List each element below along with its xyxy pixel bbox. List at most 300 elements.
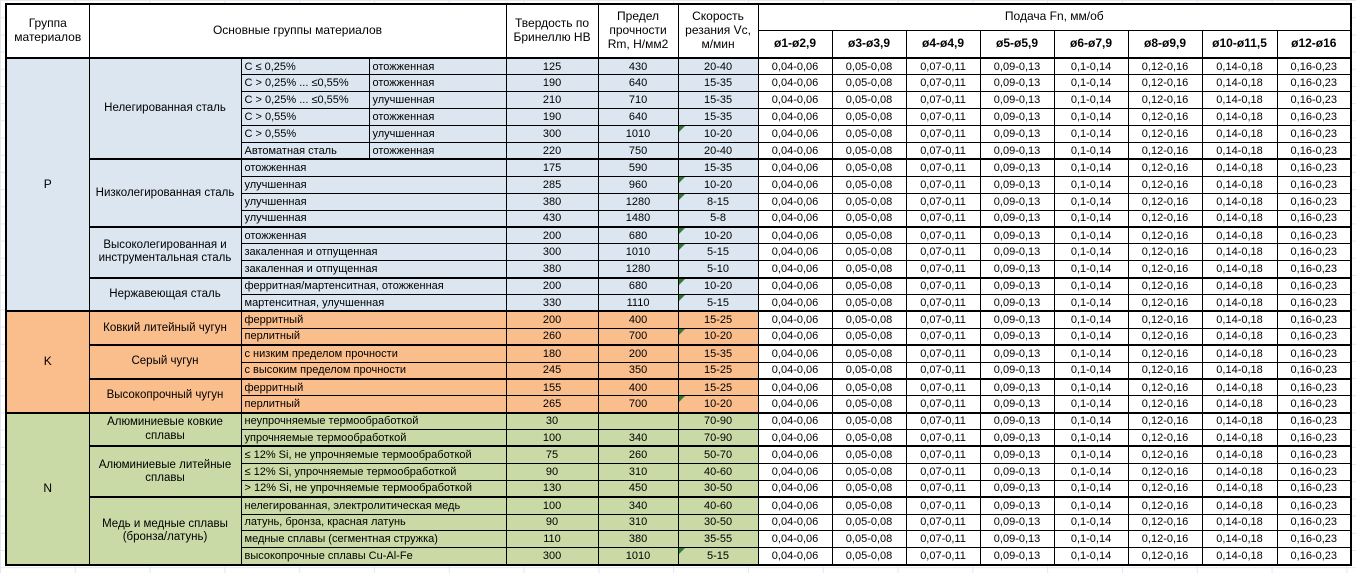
feed-value-cell[interactable]: 0,04-0,06 [758,261,832,278]
feed-value-cell[interactable]: 0,1-0,14 [1054,531,1128,548]
feed-value-cell[interactable]: 0,09-0,13 [980,379,1054,396]
header-cutting-speed[interactable]: Скорость резания Vc, м/мин [678,4,758,58]
feed-value-cell[interactable]: 0,14-0,18 [1202,531,1277,548]
feed-value-cell[interactable]: 0,12-0,16 [1128,480,1202,497]
material-spec-cell[interactable]: закаленная и отпущенная [241,261,506,278]
feed-value-cell[interactable]: 0,14-0,18 [1202,430,1277,447]
strength-cell[interactable]: 310 [598,463,678,480]
group-letter-cell[interactable]: N [6,413,89,565]
cutting-speed-cell[interactable]: 30-50 [678,480,758,497]
feed-value-cell[interactable]: 0,04-0,06 [758,430,832,447]
feed-value-cell[interactable]: 0,07-0,11 [906,531,980,548]
feed-value-cell[interactable]: 0,05-0,08 [832,430,906,447]
feed-value-cell[interactable]: 0,07-0,11 [906,193,980,210]
feed-value-cell[interactable]: 0,05-0,08 [832,531,906,548]
feed-value-cell[interactable]: 0,14-0,18 [1202,514,1277,531]
strength-cell[interactable]: 680 [598,227,678,244]
strength-cell[interactable]: 1480 [598,210,678,227]
feed-value-cell[interactable]: 0,14-0,18 [1202,480,1277,497]
feed-value-cell[interactable]: 0,05-0,08 [832,345,906,362]
feed-value-cell[interactable]: 0,04-0,06 [758,480,832,497]
material-spec-cell[interactable]: Автоматная сталь [241,142,369,159]
feed-value-cell[interactable]: 0,09-0,13 [980,176,1054,193]
material-spec-cell[interactable]: неупрочняемые термообработкой [241,413,506,430]
strength-cell[interactable]: 700 [598,396,678,413]
feed-value-cell[interactable]: 0,09-0,13 [980,142,1054,159]
feed-value-cell[interactable]: 0,16-0,23 [1277,244,1351,261]
hardness-cell[interactable]: 100 [506,430,598,447]
cutting-speed-cell[interactable]: 35-55 [678,531,758,548]
feed-value-cell[interactable]: 0,12-0,16 [1128,430,1202,447]
strength-cell[interactable]: 1010 [598,548,678,565]
cutting-speed-cell[interactable]: 10-20 [678,396,758,413]
strength-cell[interactable]: 450 [598,480,678,497]
subgroup-name-cell[interactable]: Ковкий литейный чугун [89,311,241,345]
feed-diameter-header[interactable]: ø12-ø16 [1277,30,1351,58]
feed-value-cell[interactable]: 0,09-0,13 [980,548,1054,565]
feed-value-cell[interactable]: 0,07-0,11 [906,58,980,75]
cutting-speed-cell[interactable]: 50-70 [678,446,758,463]
material-spec-cell[interactable]: с высоким пределом прочности [241,362,506,379]
feed-value-cell[interactable]: 0,05-0,08 [832,362,906,379]
cutting-speed-cell[interactable]: 15-35 [678,159,758,176]
feed-value-cell[interactable]: 0,05-0,08 [832,193,906,210]
material-spec-cell[interactable]: мартенситная, улучшенная [241,294,506,311]
feed-value-cell[interactable]: 0,14-0,18 [1202,159,1277,176]
material-spec-cell[interactable]: закаленная и отпущенная [241,244,506,261]
hardness-cell[interactable]: 175 [506,159,598,176]
cutting-speed-cell[interactable]: 15-35 [678,345,758,362]
feed-value-cell[interactable]: 0,07-0,11 [906,278,980,295]
feed-value-cell[interactable]: 0,04-0,06 [758,379,832,396]
feed-value-cell[interactable]: 0,05-0,08 [832,109,906,126]
strength-cell[interactable]: 590 [598,159,678,176]
cutting-speed-cell[interactable]: 15-35 [678,109,758,126]
hardness-cell[interactable]: 130 [506,480,598,497]
feed-value-cell[interactable]: 0,12-0,16 [1128,75,1202,92]
feed-value-cell[interactable]: 0,09-0,13 [980,514,1054,531]
feed-value-cell[interactable]: 0,1-0,14 [1054,75,1128,92]
subgroup-name-cell[interactable]: Алюминиевые ковкие сплавы [89,413,241,447]
feed-value-cell[interactable]: 0,12-0,16 [1128,176,1202,193]
feed-value-cell[interactable]: 0,14-0,18 [1202,176,1277,193]
feed-value-cell[interactable]: 0,07-0,11 [906,480,980,497]
cutting-speed-cell[interactable]: 5-8 [678,210,758,227]
material-spec-cell[interactable]: C ≤ 0,25% [241,58,369,75]
feed-value-cell[interactable]: 0,09-0,13 [980,497,1054,514]
feed-value-cell[interactable]: 0,12-0,16 [1128,58,1202,75]
feed-value-cell[interactable]: 0,1-0,14 [1054,193,1128,210]
feed-value-cell[interactable]: 0,16-0,23 [1277,379,1351,396]
feed-value-cell[interactable]: 0,16-0,23 [1277,210,1351,227]
hardness-cell[interactable]: 30 [506,413,598,430]
hardness-cell[interactable]: 200 [506,278,598,295]
strength-cell[interactable]: 430 [598,58,678,75]
header-material-group[interactable]: Группа материалов [6,4,89,58]
feed-value-cell[interactable]: 0,1-0,14 [1054,480,1128,497]
feed-value-cell[interactable]: 0,14-0,18 [1202,396,1277,413]
strength-cell[interactable]: 680 [598,278,678,295]
feed-value-cell[interactable]: 0,05-0,08 [832,294,906,311]
feed-value-cell[interactable]: 0,1-0,14 [1054,176,1128,193]
feed-value-cell[interactable]: 0,1-0,14 [1054,328,1128,345]
feed-value-cell[interactable]: 0,04-0,06 [758,514,832,531]
cutting-speed-cell[interactable]: 30-50 [678,514,758,531]
feed-value-cell[interactable]: 0,09-0,13 [980,430,1054,447]
feed-value-cell[interactable]: 0,12-0,16 [1128,193,1202,210]
subgroup-name-cell[interactable]: Нержавеющая сталь [89,278,241,312]
feed-value-cell[interactable]: 0,12-0,16 [1128,294,1202,311]
header-brinell-hardness[interactable]: Твердость по Бринеллю HB [506,4,598,58]
feed-value-cell[interactable]: 0,05-0,08 [832,328,906,345]
hardness-cell[interactable]: 200 [506,311,598,328]
feed-value-cell[interactable]: 0,12-0,16 [1128,548,1202,565]
material-state-cell[interactable]: отожженная [369,142,506,159]
strength-cell[interactable]: 400 [598,311,678,328]
feed-value-cell[interactable]: 0,16-0,23 [1277,480,1351,497]
subgroup-name-cell[interactable]: Медь и медные сплавы (бронза/латунь) [89,497,241,565]
feed-value-cell[interactable]: 0,07-0,11 [906,514,980,531]
hardness-cell[interactable]: 155 [506,379,598,396]
feed-value-cell[interactable]: 0,1-0,14 [1054,244,1128,261]
feed-value-cell[interactable]: 0,16-0,23 [1277,294,1351,311]
subgroup-name-cell[interactable]: Низколегированная сталь [89,159,241,227]
feed-value-cell[interactable]: 0,09-0,13 [980,278,1054,295]
feed-value-cell[interactable]: 0,16-0,23 [1277,463,1351,480]
feed-value-cell[interactable]: 0,1-0,14 [1054,278,1128,295]
feed-value-cell[interactable]: 0,14-0,18 [1202,379,1277,396]
feed-value-cell[interactable]: 0,09-0,13 [980,480,1054,497]
feed-value-cell[interactable]: 0,04-0,06 [758,345,832,362]
feed-value-cell[interactable]: 0,12-0,16 [1128,244,1202,261]
feed-value-cell[interactable]: 0,14-0,18 [1202,58,1277,75]
feed-value-cell[interactable]: 0,09-0,13 [980,328,1054,345]
feed-value-cell[interactable]: 0,04-0,06 [758,463,832,480]
feed-value-cell[interactable]: 0,1-0,14 [1054,92,1128,109]
feed-value-cell[interactable]: 0,1-0,14 [1054,497,1128,514]
feed-value-cell[interactable]: 0,12-0,16 [1128,446,1202,463]
material-spec-cell[interactable]: C > 0,25% ... ≤0,55% [241,75,369,92]
feed-value-cell[interactable]: 0,14-0,18 [1202,497,1277,514]
feed-value-cell[interactable]: 0,14-0,18 [1202,126,1277,143]
feed-value-cell[interactable]: 0,05-0,08 [832,396,906,413]
material-spec-cell[interactable]: ферритная/мартенситная, отожженная [241,278,506,295]
feed-value-cell[interactable]: 0,04-0,06 [758,210,832,227]
feed-value-cell[interactable]: 0,04-0,06 [758,311,832,328]
material-spec-cell[interactable]: C > 0,55% [241,109,369,126]
feed-value-cell[interactable]: 0,12-0,16 [1128,514,1202,531]
feed-value-cell[interactable]: 0,16-0,23 [1277,278,1351,295]
group-letter-cell[interactable]: K [6,311,89,412]
strength-cell[interactable]: 310 [598,514,678,531]
feed-value-cell[interactable]: 0,09-0,13 [980,126,1054,143]
feed-value-cell[interactable]: 0,12-0,16 [1128,109,1202,126]
feed-value-cell[interactable]: 0,16-0,23 [1277,261,1351,278]
feed-value-cell[interactable]: 0,04-0,06 [758,548,832,565]
feed-value-cell[interactable]: 0,04-0,06 [758,497,832,514]
feed-value-cell[interactable]: 0,09-0,13 [980,531,1054,548]
feed-value-cell[interactable]: 0,16-0,23 [1277,514,1351,531]
subgroup-name-cell[interactable]: Серый чугун [89,345,241,379]
feed-value-cell[interactable]: 0,05-0,08 [832,497,906,514]
feed-value-cell[interactable]: 0,09-0,13 [980,92,1054,109]
feed-value-cell[interactable]: 0,14-0,18 [1202,210,1277,227]
feed-value-cell[interactable]: 0,14-0,18 [1202,92,1277,109]
subgroup-name-cell[interactable]: Высокопрочный чугун [89,379,241,413]
feed-value-cell[interactable]: 0,14-0,18 [1202,548,1277,565]
feed-diameter-header[interactable]: ø4-ø4,9 [906,30,980,58]
material-spec-cell[interactable]: улучшенная [241,176,506,193]
material-spec-cell[interactable]: > 12% Si, не упрочняемые термообработкой [241,480,506,497]
cutting-speed-cell[interactable]: 10-20 [678,328,758,345]
strength-cell[interactable]: 1280 [598,261,678,278]
cutting-speed-cell[interactable]: 15-25 [678,362,758,379]
feed-value-cell[interactable]: 0,07-0,11 [906,311,980,328]
hardness-cell[interactable]: 330 [506,294,598,311]
feed-value-cell[interactable]: 0,07-0,11 [906,413,980,430]
feed-value-cell[interactable]: 0,1-0,14 [1054,379,1128,396]
feed-value-cell[interactable]: 0,16-0,23 [1277,548,1351,565]
feed-value-cell[interactable]: 0,16-0,23 [1277,413,1351,430]
feed-value-cell[interactable]: 0,07-0,11 [906,109,980,126]
cutting-speed-cell[interactable]: 10-20 [678,278,758,295]
feed-value-cell[interactable]: 0,12-0,16 [1128,328,1202,345]
strength-cell[interactable]: 960 [598,176,678,193]
feed-value-cell[interactable]: 0,16-0,23 [1277,328,1351,345]
feed-value-cell[interactable]: 0,05-0,08 [832,75,906,92]
feed-value-cell[interactable]: 0,09-0,13 [980,210,1054,227]
feed-value-cell[interactable]: 0,07-0,11 [906,396,980,413]
feed-value-cell[interactable]: 0,09-0,13 [980,345,1054,362]
feed-value-cell[interactable]: 0,09-0,13 [980,463,1054,480]
feed-value-cell[interactable]: 0,14-0,18 [1202,446,1277,463]
feed-value-cell[interactable]: 0,1-0,14 [1054,446,1128,463]
feed-value-cell[interactable]: 0,1-0,14 [1054,430,1128,447]
feed-value-cell[interactable]: 0,07-0,11 [906,446,980,463]
feed-value-cell[interactable]: 0,1-0,14 [1054,514,1128,531]
strength-cell[interactable]: 750 [598,142,678,159]
feed-value-cell[interactable]: 0,16-0,23 [1277,176,1351,193]
feed-value-cell[interactable]: 0,12-0,16 [1128,210,1202,227]
feed-value-cell[interactable]: 0,16-0,23 [1277,109,1351,126]
hardness-cell[interactable]: 430 [506,210,598,227]
feed-value-cell[interactable]: 0,12-0,16 [1128,463,1202,480]
feed-value-cell[interactable]: 0,16-0,23 [1277,159,1351,176]
feed-value-cell[interactable]: 0,09-0,13 [980,244,1054,261]
feed-value-cell[interactable]: 0,14-0,18 [1202,413,1277,430]
feed-value-cell[interactable]: 0,1-0,14 [1054,548,1128,565]
feed-value-cell[interactable]: 0,07-0,11 [906,430,980,447]
hardness-cell[interactable]: 100 [506,497,598,514]
cutting-speed-cell[interactable]: 70-90 [678,430,758,447]
cutting-speed-cell[interactable]: 70-90 [678,413,758,430]
feed-value-cell[interactable]: 0,16-0,23 [1277,396,1351,413]
feed-value-cell[interactable]: 0,14-0,18 [1202,463,1277,480]
hardness-cell[interactable]: 75 [506,446,598,463]
feed-value-cell[interactable]: 0,16-0,23 [1277,58,1351,75]
feed-value-cell[interactable]: 0,09-0,13 [980,227,1054,244]
material-spec-cell[interactable]: перлитный [241,396,506,413]
feed-value-cell[interactable]: 0,16-0,23 [1277,126,1351,143]
material-state-cell[interactable]: отожженная [369,109,506,126]
feed-value-cell[interactable]: 0,14-0,18 [1202,311,1277,328]
feed-value-cell[interactable]: 0,04-0,06 [758,531,832,548]
feed-value-cell[interactable]: 0,14-0,18 [1202,261,1277,278]
feed-value-cell[interactable]: 0,12-0,16 [1128,142,1202,159]
hardness-cell[interactable]: 265 [506,396,598,413]
material-spec-cell[interactable]: ≤ 12% Si, упрочняемые термообработкой [241,463,506,480]
feed-value-cell[interactable]: 0,05-0,08 [832,311,906,328]
feed-value-cell[interactable]: 0,04-0,06 [758,126,832,143]
feed-value-cell[interactable]: 0,14-0,18 [1202,278,1277,295]
material-spec-cell[interactable]: высокопрочные сплавы Cu-Al-Fe [241,548,506,565]
feed-diameter-header[interactable]: ø5-ø5,9 [980,30,1054,58]
feed-value-cell[interactable]: 0,05-0,08 [832,261,906,278]
feed-value-cell[interactable]: 0,14-0,18 [1202,75,1277,92]
cutting-speed-cell[interactable]: 5-15 [678,294,758,311]
feed-value-cell[interactable]: 0,16-0,23 [1277,362,1351,379]
feed-value-cell[interactable]: 0,12-0,16 [1128,497,1202,514]
feed-value-cell[interactable]: 0,1-0,14 [1054,463,1128,480]
feed-value-cell[interactable]: 0,05-0,08 [832,58,906,75]
feed-value-cell[interactable]: 0,14-0,18 [1202,193,1277,210]
feed-value-cell[interactable]: 0,04-0,06 [758,193,832,210]
feed-value-cell[interactable]: 0,04-0,06 [758,328,832,345]
feed-value-cell[interactable]: 0,07-0,11 [906,244,980,261]
hardness-cell[interactable]: 300 [506,548,598,565]
cutting-speed-cell[interactable]: 40-60 [678,463,758,480]
feed-value-cell[interactable]: 0,1-0,14 [1054,362,1128,379]
material-spec-cell[interactable]: упрочняемые термообработкой [241,430,506,447]
feed-value-cell[interactable]: 0,09-0,13 [980,193,1054,210]
feed-value-cell[interactable]: 0,04-0,06 [758,176,832,193]
feed-value-cell[interactable]: 0,07-0,11 [906,497,980,514]
cutting-speed-cell[interactable]: 5-15 [678,548,758,565]
feed-value-cell[interactable]: 0,12-0,16 [1128,261,1202,278]
feed-value-cell[interactable]: 0,07-0,11 [906,345,980,362]
feed-value-cell[interactable]: 0,12-0,16 [1128,362,1202,379]
feed-value-cell[interactable]: 0,07-0,11 [906,176,980,193]
hardness-cell[interactable]: 220 [506,142,598,159]
hardness-cell[interactable]: 90 [506,514,598,531]
feed-value-cell[interactable]: 0,1-0,14 [1054,58,1128,75]
feed-value-cell[interactable]: 0,1-0,14 [1054,261,1128,278]
feed-value-cell[interactable]: 0,14-0,18 [1202,142,1277,159]
feed-value-cell[interactable]: 0,09-0,13 [980,396,1054,413]
strength-cell[interactable]: 640 [598,75,678,92]
cutting-speed-cell[interactable]: 10-20 [678,126,758,143]
feed-value-cell[interactable]: 0,07-0,11 [906,379,980,396]
feed-diameter-header[interactable]: ø10-ø11,5 [1202,30,1277,58]
hardness-cell[interactable]: 125 [506,58,598,75]
strength-cell[interactable]: 380 [598,531,678,548]
feed-value-cell[interactable]: 0,07-0,11 [906,463,980,480]
feed-value-cell[interactable]: 0,07-0,11 [906,261,980,278]
feed-value-cell[interactable]: 0,07-0,11 [906,294,980,311]
feed-value-cell[interactable]: 0,05-0,08 [832,92,906,109]
feed-value-cell[interactable]: 0,1-0,14 [1054,345,1128,362]
subgroup-name-cell[interactable]: Алюминиевые литейные сплавы [89,446,241,497]
feed-value-cell[interactable]: 0,14-0,18 [1202,227,1277,244]
material-spec-cell[interactable]: ферритный [241,379,506,396]
header-tensile-strength[interactable]: Предел прочности Rm, Н/мм2 [598,4,678,58]
material-spec-cell[interactable]: нелегированная, электролитическая медь [241,497,506,514]
header-feed-title[interactable]: Подача Fn, мм/об [758,4,1351,30]
feed-value-cell[interactable]: 0,09-0,13 [980,446,1054,463]
material-spec-cell[interactable]: с низким пределом прочности [241,345,506,362]
strength-cell[interactable]: 400 [598,379,678,396]
material-spec-cell[interactable]: улучшенная [241,193,506,210]
feed-value-cell[interactable]: 0,14-0,18 [1202,362,1277,379]
feed-value-cell[interactable]: 0,07-0,11 [906,227,980,244]
feed-value-cell[interactable]: 0,16-0,23 [1277,345,1351,362]
feed-value-cell[interactable]: 0,04-0,06 [758,446,832,463]
feed-value-cell[interactable]: 0,04-0,06 [758,159,832,176]
feed-value-cell[interactable]: 0,12-0,16 [1128,413,1202,430]
feed-value-cell[interactable]: 0,14-0,18 [1202,244,1277,261]
strength-cell[interactable]: 710 [598,92,678,109]
feed-value-cell[interactable]: 0,16-0,23 [1277,193,1351,210]
cutting-speed-cell[interactable]: 15-35 [678,75,758,92]
feed-value-cell[interactable]: 0,09-0,13 [980,109,1054,126]
strength-cell[interactable]: 340 [598,497,678,514]
feed-value-cell[interactable]: 0,16-0,23 [1277,227,1351,244]
hardness-cell[interactable]: 210 [506,92,598,109]
feed-value-cell[interactable]: 0,09-0,13 [980,311,1054,328]
feed-value-cell[interactable]: 0,04-0,06 [758,227,832,244]
material-spec-cell[interactable]: C > 0,55% [241,126,369,143]
feed-value-cell[interactable]: 0,05-0,08 [832,227,906,244]
hardness-cell[interactable]: 300 [506,126,598,143]
feed-value-cell[interactable]: 0,07-0,11 [906,362,980,379]
feed-diameter-header[interactable]: ø8-ø9,9 [1128,30,1202,58]
feed-value-cell[interactable]: 0,12-0,16 [1128,126,1202,143]
feed-value-cell[interactable]: 0,05-0,08 [832,142,906,159]
feed-value-cell[interactable]: 0,05-0,08 [832,548,906,565]
feed-value-cell[interactable]: 0,09-0,13 [980,75,1054,92]
feed-value-cell[interactable]: 0,05-0,08 [832,413,906,430]
cutting-speed-cell[interactable]: 15-25 [678,311,758,328]
feed-diameter-header[interactable]: ø1-ø2,9 [758,30,832,58]
feed-value-cell[interactable]: 0,16-0,23 [1277,92,1351,109]
hardness-cell[interactable]: 285 [506,176,598,193]
feed-value-cell[interactable]: 0,14-0,18 [1202,328,1277,345]
feed-diameter-header[interactable]: ø6-ø7,9 [1054,30,1128,58]
feed-value-cell[interactable]: 0,04-0,06 [758,142,832,159]
feed-value-cell[interactable]: 0,16-0,23 [1277,497,1351,514]
material-spec-cell[interactable]: ферритный [241,311,506,328]
feed-value-cell[interactable]: 0,04-0,06 [758,109,832,126]
strength-cell[interactable]: 1110 [598,294,678,311]
strength-cell[interactable]: 640 [598,109,678,126]
feed-value-cell[interactable]: 0,12-0,16 [1128,531,1202,548]
feed-value-cell[interactable]: 0,16-0,23 [1277,142,1351,159]
feed-value-cell[interactable]: 0,16-0,23 [1277,311,1351,328]
hardness-cell[interactable]: 190 [506,75,598,92]
hardness-cell[interactable]: 245 [506,362,598,379]
feed-value-cell[interactable]: 0,05-0,08 [832,514,906,531]
strength-cell[interactable]: 200 [598,345,678,362]
feed-value-cell[interactable]: 0,04-0,06 [758,294,832,311]
cutting-speed-cell[interactable]: 20-40 [678,142,758,159]
cutting-speed-cell[interactable]: 8-15 [678,193,758,210]
strength-cell[interactable] [598,413,678,430]
hardness-cell[interactable]: 190 [506,109,598,126]
subgroup-name-cell[interactable]: Высоколегированная и инструментальная сталь [89,227,241,278]
cutting-speed-cell[interactable]: 5-10 [678,261,758,278]
material-state-cell[interactable]: улучшенная [369,126,506,143]
strength-cell[interactable]: 1010 [598,126,678,143]
